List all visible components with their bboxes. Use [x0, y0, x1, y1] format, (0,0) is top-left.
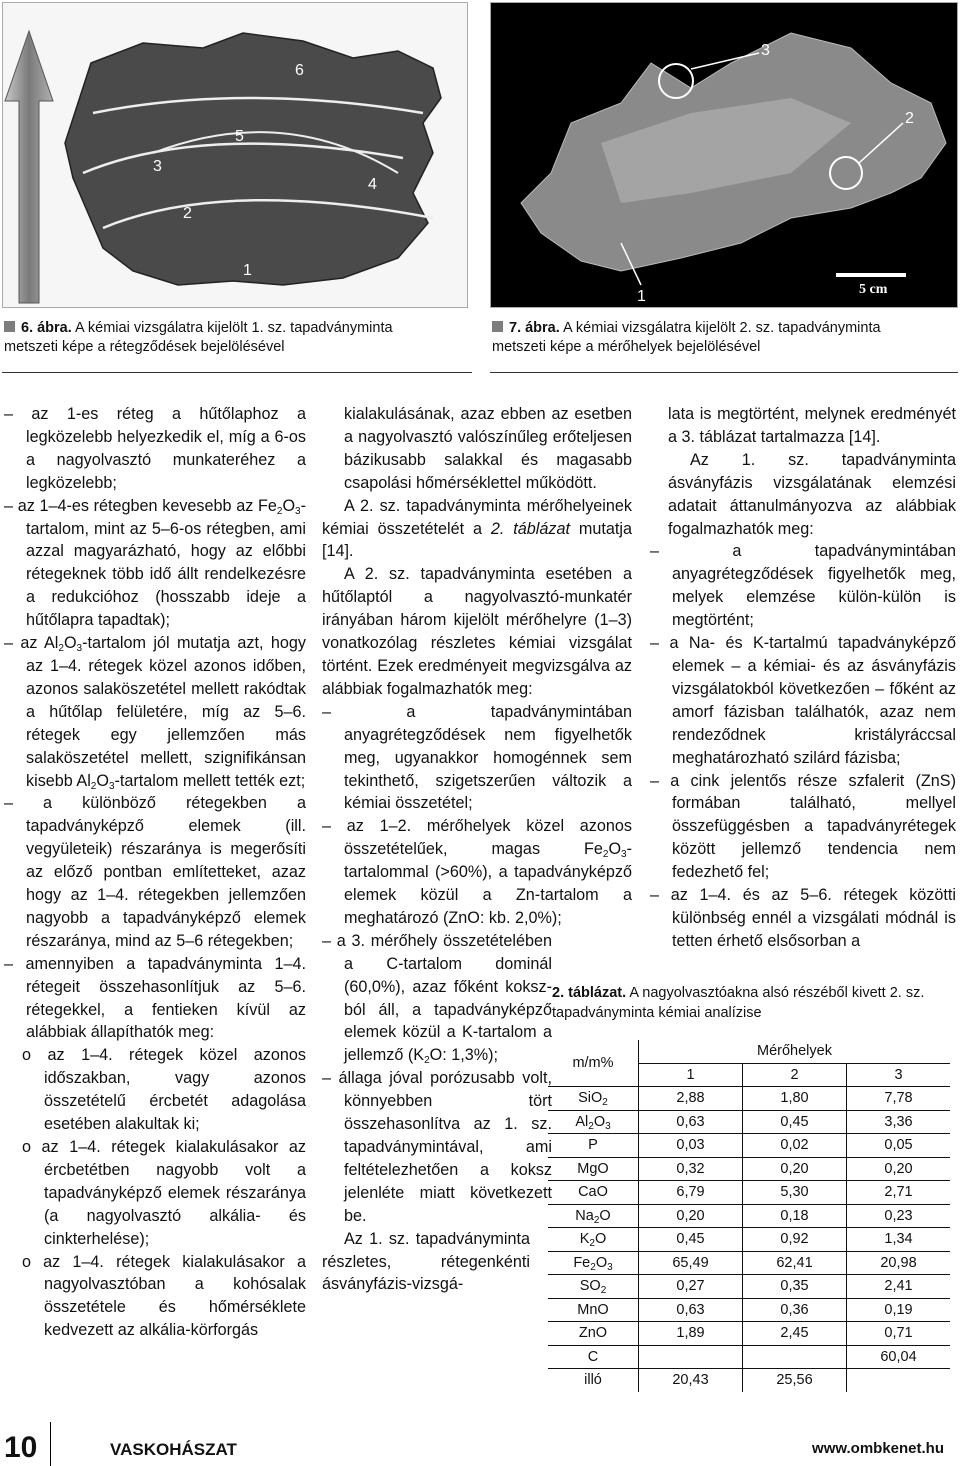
text-column-3 — [650, 403, 956, 953]
table-row — [548, 1181, 950, 1205]
value-cell: 2,45 — [743, 1322, 847, 1346]
paragraph: A 2. sz. tapadványminta esetében a hűtőlaptól a nagyolvasztó-munkatér irányában három kijelölt mérőhelyre (1–3) vonatkozólag részletes kémiai vizsgálat történt. Ezek eredményeit megvizsgálva az alábbiak fogalmazhatók meg: — [322, 565, 632, 698]
table-row — [548, 1322, 950, 1346]
value-cell — [743, 1345, 847, 1369]
bullet-item: – amennyiben a tapadványminta 1–4. rétegeit összehasonlítjuk az 5–6. rétegekkel, a fentieken kívül az alábbiak állapíthatók meg: — [4, 954, 306, 1042]
compound-cell: ZnO — [548, 1322, 639, 1346]
value-cell: 1,34 — [847, 1228, 951, 1252]
column-header: 2 — [743, 1063, 847, 1087]
bullet-item: – az 1–4-es rétegben kevesebb az $Fe_2O_3$-tartalom, mint az 5–6-os rétegben, ami azzal magyarázható, hogy az előbbi rétegeknek több idő állt rendelkezésre a redukcióhoz (hosszabb ideje a hűtőlapra tapadtak); — [4, 496, 306, 630]
value-cell: 0,05 — [847, 1134, 951, 1158]
value-cell: 2,41 — [847, 1275, 951, 1299]
table-row — [548, 1157, 950, 1181]
column-header: 1 — [639, 1063, 743, 1087]
value-cell: 0,63 — [639, 1298, 743, 1322]
bullet-item: – az 1–4. és az 5–6. rétegek közötti különbség ennél a vizsgálati módnál is tetten érhető elsősorban a — [650, 886, 956, 950]
layer-label: 3 — [153, 158, 162, 175]
value-cell: 0,23 — [847, 1204, 951, 1228]
compound-cell: $Fe_2O_3$ — [548, 1251, 639, 1275]
value-cell: 0,71 — [847, 1322, 951, 1346]
value-cell: 0,20 — [847, 1157, 951, 1181]
figure-7-image — [490, 2, 958, 308]
figure-7-caption: 7. ábra. A kémiai vizsgálatra kijelölt 2. sz. tapadványminta metszeti képe a mérőhelyek bejelölésével — [492, 320, 881, 355]
figure-6-caption: 6. ábra. A kémiai vizsgálatra kijelölt 1. sz. tapadványminta metszeti képe a rétegződések bejelölésével — [4, 320, 393, 355]
value-cell: 2,71 — [847, 1181, 951, 1205]
layer-label: 1 — [243, 262, 252, 279]
footer-divider — [50, 1422, 51, 1466]
value-cell: 0,20 — [743, 1157, 847, 1181]
value-cell: 0,27 — [639, 1275, 743, 1299]
value-cell: 0,92 — [743, 1228, 847, 1252]
compound-cell: P — [548, 1134, 639, 1158]
unit-header: m/m% — [548, 1040, 639, 1087]
value-cell: 65,49 — [639, 1251, 743, 1275]
chemical-analysis-table — [548, 1040, 950, 1392]
scale-bar-label: 5 cm — [859, 282, 888, 297]
bullet-item: – a tapadványmintában anyagrétegződések figyelhetők meg, melyek elemzése külön-külön is megtörtént; — [650, 542, 956, 630]
bullet-item: – a cink jelentős része szfalerit (ZnS) formában található, mellyel összefüggésben a tapadványrétegek között jellemző tendencia nem fedezhető fel; — [650, 771, 956, 882]
measurement-label: 3 — [761, 42, 770, 59]
sub-bullet-item: o az 1–4. rétegek közel azonos időszakban, vagy azonos összetételű ércbetét adagolása esetében alakultak ki; — [22, 1046, 306, 1134]
bullet-item: – az $Al_2O_3$-tartalom jól mutatja azt, hogy az 1–4. rétegek közel azonos időben, azonos salaköszetétel mellett rakódtak a hűtőlap felületére, míg az 5–6. rétegek egy jellemzően más salaköszetétel mellett, szignifikánsan kisebb $Al_2O_3$-tartalom mellett tették ezt; — [4, 634, 307, 792]
bullet-item: – állaga jóval porózusabb volt, könnyebben tört összehasonlítva az 1. sz. tapadványmintával, ami feltételezhetően a koksz jelenléte miatt következett be. — [322, 1069, 552, 1225]
value-cell: 0,18 — [743, 1204, 847, 1228]
value-cell: 1,80 — [743, 1087, 847, 1111]
sub-bullet-item: o az 1–4. rétegek kialakulásakor az ércbetétben nagyobb volt a tapadványképző elemek részaránya (a nagyolvasztó alkália- és cinkterhelése); — [22, 1138, 306, 1248]
measurement-label: 2 — [905, 110, 914, 127]
compound-cell: SiO$_2$ — [548, 1087, 639, 1111]
layer-label: 5 — [235, 128, 244, 145]
column-header: 3 — [847, 1063, 951, 1087]
value-cell: 5,30 — [743, 1181, 847, 1205]
caption-bullet-icon — [492, 321, 503, 332]
value-cell: 0,45 — [639, 1228, 743, 1252]
bullet-item: – a tapadványmintában anyagrétegződések nem figyelhetők meg, ugyanakkor homogénnek sem tekinthető, szigetszerűen változik a kémiai összetétel; — [322, 702, 632, 813]
table-row — [548, 1298, 950, 1322]
measurement-label: 1 — [637, 288, 646, 305]
table-row — [548, 1251, 950, 1275]
direction-arrow-icon — [5, 31, 53, 303]
value-cell: 60,04 — [847, 1345, 951, 1369]
bullet-item: – az 1-es réteg a hűtőlaphoz a legközelebb helyezkedik el, míg a 6-os a nagyolvasztó munkateréhez a legközelebb; — [4, 405, 306, 492]
divider — [490, 372, 958, 373]
paragraph: lata is megtörtént, melynek eredményét a 3. táblázat tartalmazza [14]. — [668, 405, 956, 446]
value-cell: 0,03 — [639, 1134, 743, 1158]
caption-bullet-icon — [4, 321, 15, 332]
paragraph: A 2. sz. tapadványminta mérőhelyeinek kémiai összetételét a 2. táblázat mutatja [14]. — [322, 496, 632, 561]
compound-cell: MgO — [548, 1157, 639, 1181]
compound-cell: $Na_2O$ — [548, 1204, 639, 1228]
table-row — [548, 1369, 950, 1392]
value-cell: 0,36 — [743, 1298, 847, 1322]
bullet-item: – a Na- és K-tartalmú tapadványképző elemek – a kémiai- és az ásványfázis vizsgálatokból következően – főként az amorf fázisban találhatók, azaz nem rendeződnek kristályráccsal meghatározható szilárd fázisba; — [650, 634, 956, 767]
bullet-item: – a különböző rétegekben a tapadványképző elemek (ill. vegyületeik) részaránya is megerősíti az előző pontban említetteket, azaz hogy az 1–4. rétegekben jellemzően nagyobb a tapadványképző elemek részaránya, mind az 5–6 rétegekben; — [4, 794, 306, 950]
value-cell: 1,89 — [639, 1322, 743, 1346]
value-cell — [639, 1345, 743, 1369]
layer-label: 6 — [295, 62, 304, 79]
table-row — [548, 1110, 950, 1134]
figure-6-image — [2, 2, 468, 308]
compound-cell: CaO — [548, 1181, 639, 1205]
value-cell: 25,56 — [743, 1369, 847, 1392]
page-number: 10 — [4, 1431, 38, 1464]
paragraph: Az 1. sz. tapadványminta részletes, rétegenkénti ásványfázis-vizsgá- — [322, 1229, 530, 1294]
compound-cell: $K_2O$ — [548, 1228, 639, 1252]
value-cell: 0,02 — [743, 1134, 847, 1158]
sub-bullet-item: o az 1–4. rétegek kialakulásakor a nagyolvasztóban a kohósalak összetétele és hőmérséklete kedvezett az alkália-körforgás — [22, 1252, 306, 1340]
value-cell: 0,32 — [639, 1157, 743, 1181]
bullet-item: – az 1–2. mérőhelyek közel azonos összetételűek, magas $Fe_2O_3$-tartalommal (>60%), a tapadványképző elemek közül a Zn-tartalom a meghatározó (ZnO: kb. 2,0%); — [322, 817, 632, 927]
value-cell: 0,20 — [639, 1204, 743, 1228]
table-row — [548, 1134, 950, 1158]
layered-sample-photo — [3, 3, 468, 308]
table-row — [548, 1204, 950, 1228]
group-header: Mérőhelyek — [639, 1040, 951, 1063]
value-cell — [847, 1369, 951, 1392]
compound-cell: $Al_2O_3$ — [548, 1110, 639, 1134]
sample-photo-measurement — [491, 3, 958, 308]
value-cell: 0,19 — [847, 1298, 951, 1322]
table-header-row — [548, 1040, 950, 1063]
value-cell: 20,98 — [847, 1251, 951, 1275]
value-cell: 7,78 — [847, 1087, 951, 1111]
paragraph: Az 1. sz. tapadványminta ásványfázis vizsgálatának elemzési adatait áttanulmányozva az alábbiak fogalmazhatók meg: — [668, 450, 956, 538]
table-row — [548, 1275, 950, 1299]
journal-name: VASKOHÁSZAT — [110, 1440, 237, 1459]
bullet-item: – a 3. mérőhely összetételében a C-tartalom dominál (60,0%), azaz főként kokszból áll, a tapadványképző elemek közül a K-tartalom a jellemző ($K_2O$: 1,3%); — [322, 931, 552, 1067]
value-cell: 0,35 — [743, 1275, 847, 1299]
compound-cell: $SO_2$ — [548, 1275, 639, 1299]
journal-url: www.ombkenet.hu — [812, 1440, 944, 1457]
table-row — [548, 1345, 950, 1369]
value-cell: 0,63 — [639, 1110, 743, 1134]
value-cell: 6,79 — [639, 1181, 743, 1205]
compound-cell: illó — [548, 1369, 639, 1392]
layer-label: 2 — [183, 205, 192, 222]
value-cell: 2,88 — [639, 1087, 743, 1111]
divider — [2, 372, 472, 373]
paragraph: kialakulásának, azaz ebben az esetben a nagyolvasztó valószínűleg erőteljesen bázikusabb salakkal és magasabb csapolási hőmérséklettel működött. — [344, 405, 632, 492]
text-column-1 — [4, 403, 306, 1342]
value-cell: 3,36 — [847, 1110, 951, 1134]
table-row — [548, 1087, 950, 1111]
compound-cell: C — [548, 1345, 639, 1369]
table-caption: 2. táblázat. A nagyolvasztóakna alsó részéből kivett 2. sz. tapadványminta kémiai analízise — [552, 985, 925, 1021]
value-cell: 20,43 — [639, 1369, 743, 1392]
table-row — [548, 1228, 950, 1252]
value-cell: 0,45 — [743, 1110, 847, 1134]
value-cell: 62,41 — [743, 1251, 847, 1275]
layer-label: 4 — [368, 176, 377, 193]
compound-cell: MnO — [548, 1298, 639, 1322]
